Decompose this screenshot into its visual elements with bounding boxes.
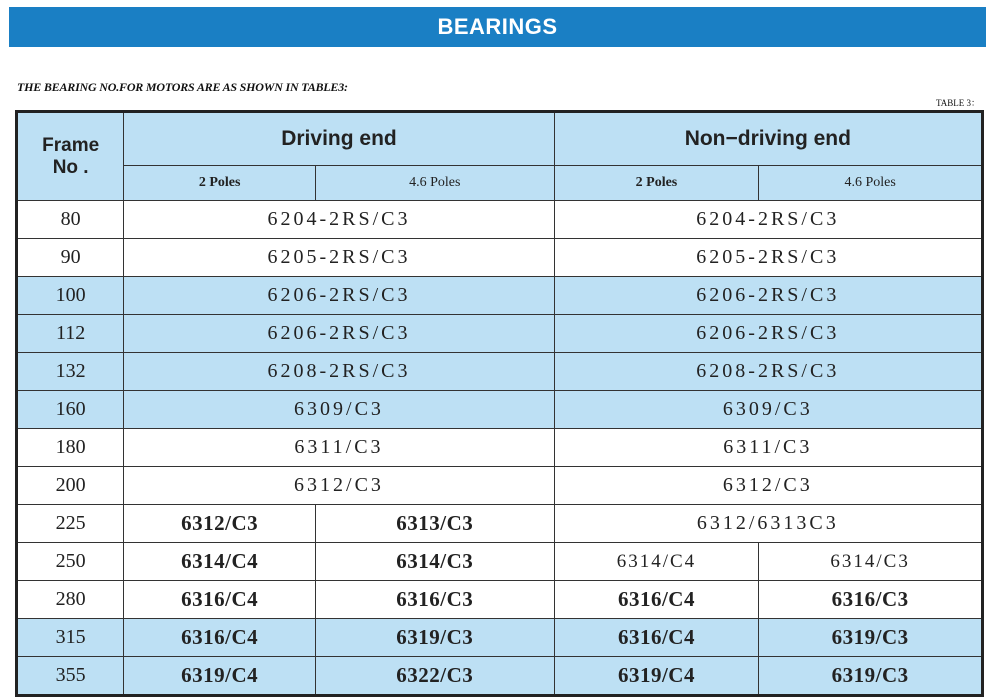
- banner-title: BEARINGS: [9, 7, 986, 47]
- table-row: [17, 467, 983, 505]
- bearings-table: [15, 110, 984, 697]
- non-driving-end-cell: 6311/C3: [554, 429, 982, 467]
- table-label: TABLE 3：: [935, 98, 980, 108]
- header-de-46poles: 4.6 Poles: [315, 166, 554, 201]
- driving-end-46poles-cell: 6313/C3: [315, 505, 554, 543]
- frame-cell: 160: [17, 391, 124, 429]
- frame-cell: 200: [17, 467, 124, 505]
- driving-end-cell: 6208-2RS/C3: [124, 353, 554, 391]
- non-driving-end-46poles-cell: 6314/C3: [759, 543, 983, 581]
- frame-cell: 225: [17, 505, 124, 543]
- non-driving-end-cell: 6206-2RS/C3: [554, 315, 982, 353]
- driving-end-2poles-cell: 6314/C4: [124, 543, 316, 581]
- driving-end-2poles-cell: 6319/C4: [124, 657, 316, 696]
- driving-end-cell: 6206-2RS/C3: [124, 277, 554, 315]
- non-driving-end-cell: 6204-2RS/C3: [554, 201, 982, 239]
- header-nde-46poles: 4.6 Poles: [759, 166, 983, 201]
- subtitle: THE BEARING NO.FOR MOTORS ARE AS SHOWN IN TABLE3:: [17, 80, 348, 94]
- non-driving-end-46poles-cell: 6319/C3: [759, 657, 983, 696]
- driving-end-46poles-cell: 6316/C3: [315, 581, 554, 619]
- non-driving-end-2poles-cell: 6314/C4: [554, 543, 759, 581]
- table-row: [17, 201, 983, 239]
- driving-end-46poles-cell: 6322/C3: [315, 657, 554, 696]
- non-driving-end-cell: 6309/C3: [554, 391, 982, 429]
- non-driving-end-cell: 6205-2RS/C3: [554, 239, 982, 277]
- driving-end-46poles-cell: 6319/C3: [315, 619, 554, 657]
- table-row: [17, 657, 983, 696]
- driving-end-cell: 6311/C3: [124, 429, 554, 467]
- non-driving-end-cell: 6208-2RS/C3: [554, 353, 982, 391]
- non-driving-end-46poles-cell: 6316/C3: [759, 581, 983, 619]
- driving-end-2poles-cell: 6312/C3: [124, 505, 316, 543]
- table-row: [17, 505, 983, 543]
- driving-end-46poles-cell: 6314/C3: [315, 543, 554, 581]
- header-frame: [17, 112, 124, 201]
- table-row: [17, 581, 983, 619]
- header-de-2poles: 2 Poles: [124, 166, 316, 201]
- table-row: [17, 429, 983, 467]
- driving-end-2poles-cell: 6316/C4: [124, 619, 316, 657]
- frame-cell: 80: [17, 201, 124, 239]
- table-row: [17, 239, 983, 277]
- non-driving-end-46poles-cell: 6319/C3: [759, 619, 983, 657]
- non-driving-end-2poles-cell: 6316/C4: [554, 581, 759, 619]
- driving-end-cell: 6312/C3: [124, 467, 554, 505]
- driving-end-2poles-cell: 6316/C4: [124, 581, 316, 619]
- non-driving-end-cell: 6312/6313C3: [554, 505, 982, 543]
- driving-end-cell: 6204-2RS/C3: [124, 201, 554, 239]
- driving-end-cell: 6205-2RS/C3: [124, 239, 554, 277]
- header-frame-label: Frame No .: [42, 134, 100, 178]
- frame-cell: 132: [17, 353, 124, 391]
- header-non-driving-end: Non−driving end: [554, 112, 982, 166]
- table-row: [17, 353, 983, 391]
- table-row: [17, 619, 983, 657]
- table-row: [17, 315, 983, 353]
- table-row: [17, 543, 983, 581]
- non-driving-end-cell: 6312/C3: [554, 467, 982, 505]
- table-row: [17, 391, 983, 429]
- frame-cell: 180: [17, 429, 124, 467]
- frame-cell: 315: [17, 619, 124, 657]
- non-driving-end-2poles-cell: 6316/C4: [554, 619, 759, 657]
- non-driving-end-cell: 6206-2RS/C3: [554, 277, 982, 315]
- frame-cell: 100: [17, 277, 124, 315]
- table-row: [17, 277, 983, 315]
- non-driving-end-2poles-cell: 6319/C4: [554, 657, 759, 696]
- driving-end-cell: 6206-2RS/C3: [124, 315, 554, 353]
- frame-cell: 355: [17, 657, 124, 696]
- frame-cell: 280: [17, 581, 124, 619]
- header-nde-2poles: 2 Poles: [554, 166, 759, 201]
- frame-cell: 112: [17, 315, 124, 353]
- frame-cell: 250: [17, 543, 124, 581]
- header-driving-end: Driving end: [124, 112, 554, 166]
- frame-cell: 90: [17, 239, 124, 277]
- driving-end-cell: 6309/C3: [124, 391, 554, 429]
